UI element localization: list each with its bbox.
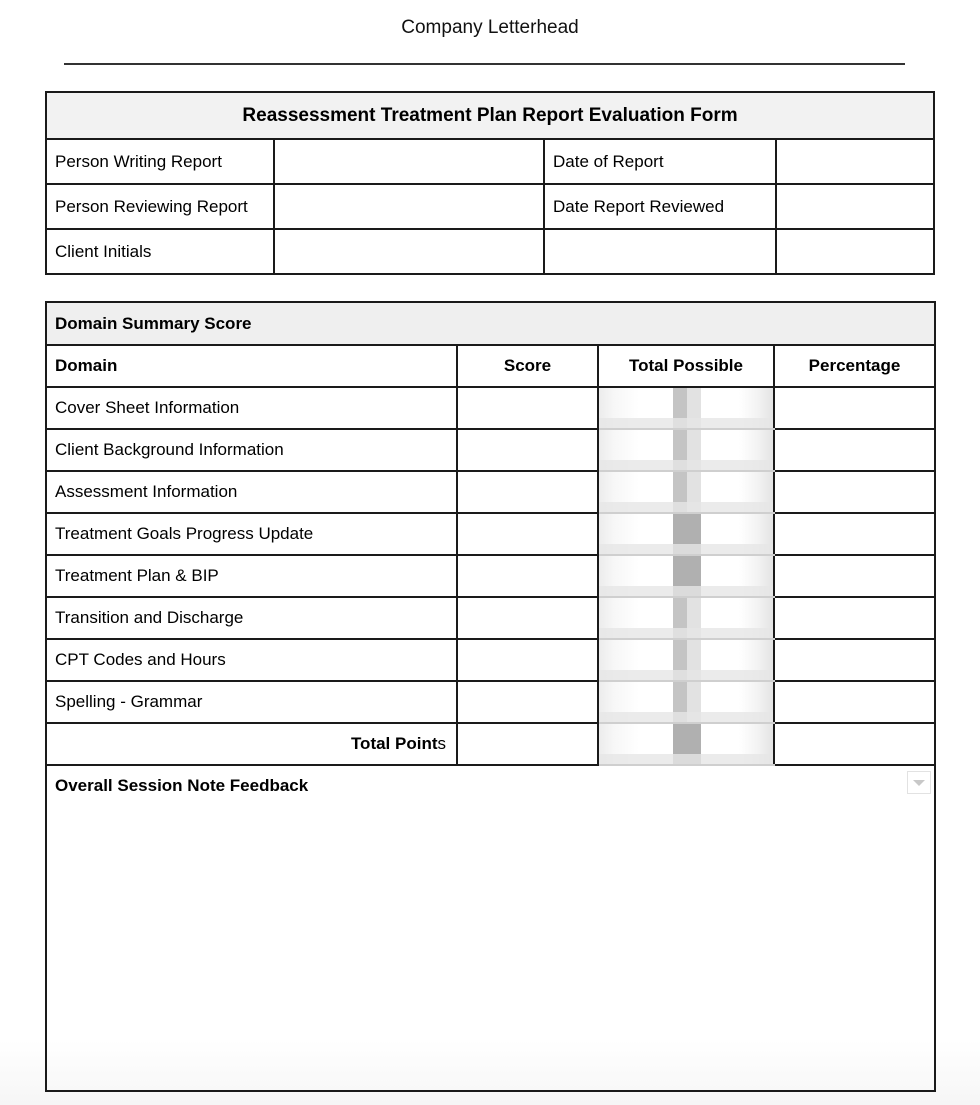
- table-header-row: [46, 345, 935, 387]
- label-date-of-report: Date of Report: [544, 139, 776, 184]
- total-possible-redacted: [598, 471, 774, 513]
- chevron-down-icon: [913, 780, 925, 786]
- table-row: [46, 513, 935, 555]
- score-cell[interactable]: [457, 555, 598, 597]
- domain-name: Client Background Information: [46, 429, 457, 471]
- report-info-table: [45, 91, 935, 275]
- letterhead-divider: [64, 63, 905, 65]
- column-header-percentage: Percentage: [774, 345, 935, 387]
- total-possible-redacted: [598, 723, 774, 765]
- total-possible-redacted: [598, 513, 774, 555]
- blank-value-cell[interactable]: [776, 229, 934, 274]
- score-cell[interactable]: [457, 471, 598, 513]
- total-possible-redacted: [598, 639, 774, 681]
- total-points-label-tail: s: [437, 734, 446, 753]
- score-cell[interactable]: [457, 429, 598, 471]
- person-writing-field[interactable]: [274, 139, 544, 184]
- person-reviewing-field[interactable]: [274, 184, 544, 229]
- score-cell[interactable]: [457, 681, 598, 723]
- feedback-area[interactable]: [46, 765, 935, 1091]
- company-letterhead: Company Letterhead: [401, 17, 579, 38]
- table-row: [46, 429, 935, 471]
- percentage-cell[interactable]: [774, 429, 935, 471]
- total-points-label: [46, 723, 457, 765]
- total-score-cell[interactable]: [457, 723, 598, 765]
- date-of-report-field[interactable]: [776, 139, 934, 184]
- score-cell[interactable]: [457, 513, 598, 555]
- form-title: Reassessment Treatment Plan Report Evaluation Form: [46, 92, 934, 139]
- domain-summary-table: [45, 301, 936, 1092]
- domain-name: CPT Codes and Hours: [46, 639, 457, 681]
- domain-name: Cover Sheet Information: [46, 387, 457, 429]
- percentage-cell[interactable]: [774, 471, 935, 513]
- label-date-reviewed: Date Report Reviewed: [544, 184, 776, 229]
- info-row: [46, 139, 934, 184]
- table-row: [46, 639, 935, 681]
- label-client-initials: Client Initials: [46, 229, 274, 274]
- percentage-cell[interactable]: [774, 597, 935, 639]
- domain-name: Spelling - Grammar: [46, 681, 457, 723]
- section-title: Domain Summary Score: [46, 302, 935, 345]
- score-cell[interactable]: [457, 597, 598, 639]
- domain-name: Treatment Goals Progress Update: [46, 513, 457, 555]
- feedback-dropdown-button[interactable]: [907, 771, 931, 794]
- domain-name: Treatment Plan & BIP: [46, 555, 457, 597]
- domain-name: Transition and Discharge: [46, 597, 457, 639]
- date-reviewed-field[interactable]: [776, 184, 934, 229]
- percentage-cell[interactable]: [774, 387, 935, 429]
- blank-label-cell[interactable]: [544, 229, 776, 274]
- table-row: [46, 555, 935, 597]
- column-header-total-possible: Total Possible: [598, 345, 774, 387]
- label-person-writing: Person Writing Report: [46, 139, 274, 184]
- table-row: [46, 597, 935, 639]
- info-row: [46, 229, 934, 274]
- total-points-label-main: Total Point: [350, 734, 438, 753]
- column-header-score: Score: [457, 345, 598, 387]
- total-percentage-cell[interactable]: [774, 723, 935, 765]
- percentage-cell[interactable]: [774, 513, 935, 555]
- percentage-cell[interactable]: [774, 681, 935, 723]
- table-row: [46, 681, 935, 723]
- percentage-cell[interactable]: [774, 639, 935, 681]
- total-row: [46, 723, 935, 765]
- score-cell[interactable]: [457, 387, 598, 429]
- domain-name: Assessment Information: [46, 471, 457, 513]
- info-row: [46, 184, 934, 229]
- column-header-domain: Domain: [46, 345, 457, 387]
- total-possible-redacted: [598, 597, 774, 639]
- total-possible-redacted: [598, 429, 774, 471]
- total-possible-redacted: [598, 555, 774, 597]
- client-initials-field[interactable]: [274, 229, 544, 274]
- table-row: [46, 471, 935, 513]
- feedback-label: Overall Session Note Feedback: [55, 776, 309, 795]
- percentage-cell[interactable]: [774, 555, 935, 597]
- table-row: [46, 387, 935, 429]
- total-possible-redacted: [598, 681, 774, 723]
- label-person-reviewing: Person Reviewing Report: [46, 184, 274, 229]
- score-cell[interactable]: [457, 639, 598, 681]
- total-possible-redacted: [598, 387, 774, 429]
